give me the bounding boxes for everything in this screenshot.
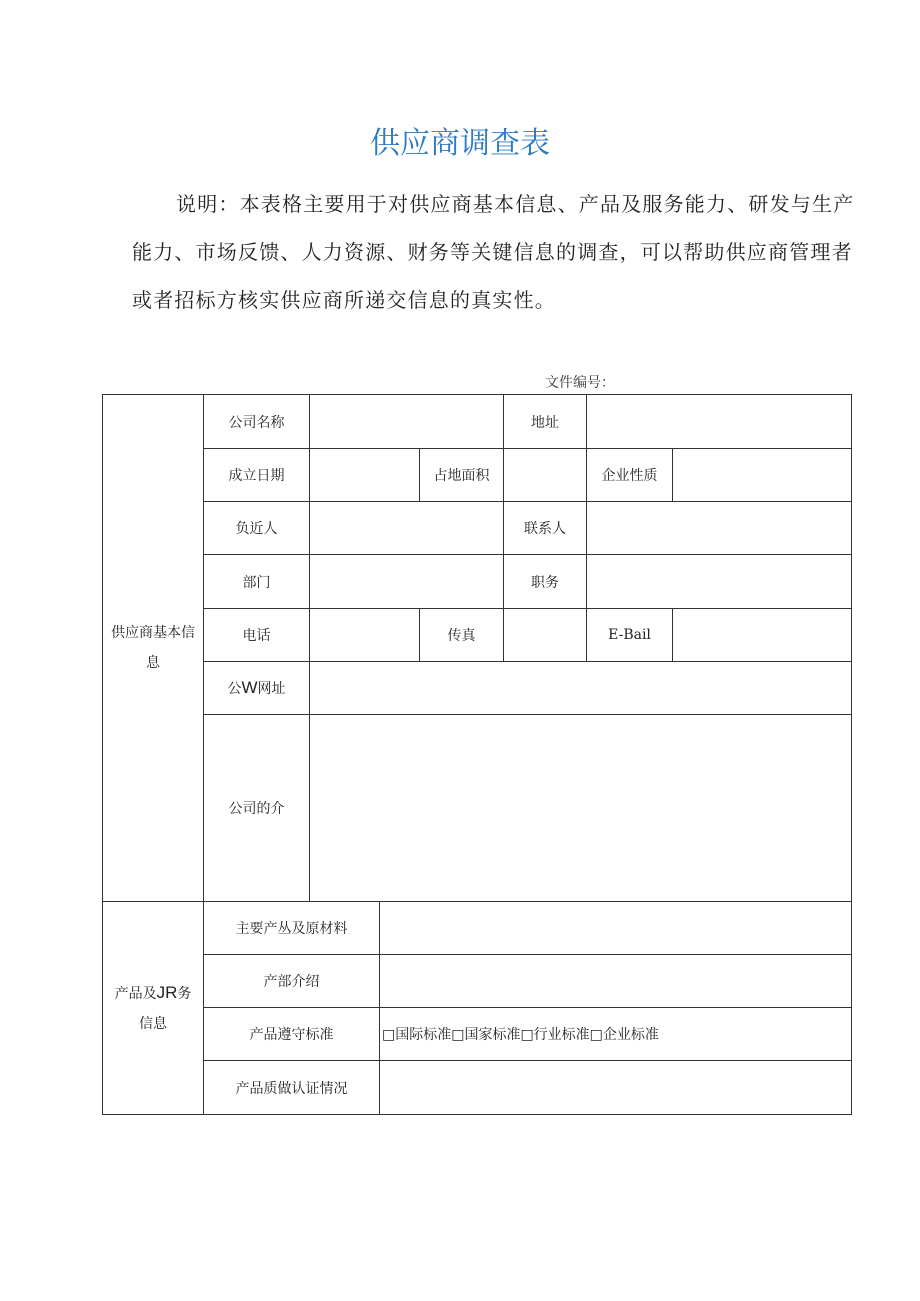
table-row xyxy=(103,1008,852,1061)
certification-field[interactable] xyxy=(380,1061,852,1115)
person-in-charge-field[interactable] xyxy=(310,502,504,555)
table-row xyxy=(103,502,852,555)
established-date-label: 成立日期 xyxy=(204,449,310,502)
main-products-label: 主要产丛及原材料 xyxy=(204,902,380,955)
company-intro-field[interactable] xyxy=(310,715,852,902)
table-row xyxy=(103,395,852,449)
page-title: 供应商调查表 xyxy=(370,126,550,161)
standards-label: 产品遵守标准 xyxy=(204,1008,380,1061)
position-field[interactable] xyxy=(587,555,852,609)
product-info-label-pre: 产品及 xyxy=(114,985,157,1002)
website-label-prefix: 公 xyxy=(227,681,242,697)
website-label xyxy=(204,662,310,715)
product-intro-field[interactable] xyxy=(380,955,852,1008)
address-label: 地址 xyxy=(504,395,587,449)
person-in-charge-label: 负近人 xyxy=(204,502,310,555)
position-label: 职务 xyxy=(504,555,587,609)
department-label: 部门 xyxy=(204,555,310,609)
product-info-label-jr: JR xyxy=(156,982,178,1002)
department-field[interactable] xyxy=(310,555,504,609)
email-field[interactable] xyxy=(673,609,852,662)
table-row xyxy=(103,555,852,609)
email-label: E-Bail xyxy=(587,609,673,662)
fax-label: 传真 xyxy=(420,609,504,662)
table-row xyxy=(103,449,852,502)
supplier-survey-table xyxy=(102,394,852,1115)
fax-field[interactable] xyxy=(504,609,587,662)
product-info-section-label xyxy=(103,902,204,1115)
company-intro-label: 公司的介 xyxy=(204,715,310,902)
table-row xyxy=(103,662,852,715)
company-name-field[interactable] xyxy=(310,395,504,449)
product-info-label-line2: 信息 xyxy=(139,1015,167,1032)
company-name-label: 公司名称 xyxy=(204,395,310,449)
website-label-suffix: 网址 xyxy=(257,681,286,697)
established-date-field[interactable] xyxy=(310,449,420,502)
basic-info-section-label xyxy=(103,395,204,902)
main-products-field[interactable] xyxy=(380,902,852,955)
table-row xyxy=(103,902,852,955)
website-label-w: W xyxy=(241,678,258,697)
product-info-label-post: 务 xyxy=(177,985,192,1002)
basic-info-label-line2: 息 xyxy=(146,655,160,671)
website-field[interactable] xyxy=(310,662,852,715)
table-row xyxy=(103,955,852,1008)
phone-label: 电话 xyxy=(204,609,310,662)
floor-area-label: 占地面积 xyxy=(420,449,504,502)
phone-field[interactable] xyxy=(310,609,420,662)
contact-person-field[interactable] xyxy=(587,502,852,555)
doc-number-label: 文件编号： xyxy=(545,375,615,391)
basic-info-label-line1: 供应商基本信 xyxy=(111,625,195,641)
address-field[interactable] xyxy=(587,395,852,449)
contact-person-label: 联系人 xyxy=(504,502,587,555)
enterprise-nature-label: 企业性质 xyxy=(587,449,673,502)
intro-paragraph: 说明：本表格主要用于对供应商基本信息、产品及服务能力、研发与生产能力、市场反馈、人力资源、财务等关键信息的调查，可以帮助供应商管理者或者招标方核实供应商所递交信息的真实性。 xyxy=(132,192,855,312)
standards-options[interactable]: □国际标准□国家标准□行业标准□企业标准 xyxy=(380,1008,852,1061)
table-row xyxy=(103,715,852,902)
product-intro-label: 产部介绍 xyxy=(204,955,380,1008)
enterprise-nature-field[interactable] xyxy=(673,449,852,502)
table-row xyxy=(103,609,852,662)
floor-area-field[interactable] xyxy=(504,449,587,502)
certification-label: 产品质做认证情况 xyxy=(204,1061,380,1115)
table-row xyxy=(103,1061,852,1115)
